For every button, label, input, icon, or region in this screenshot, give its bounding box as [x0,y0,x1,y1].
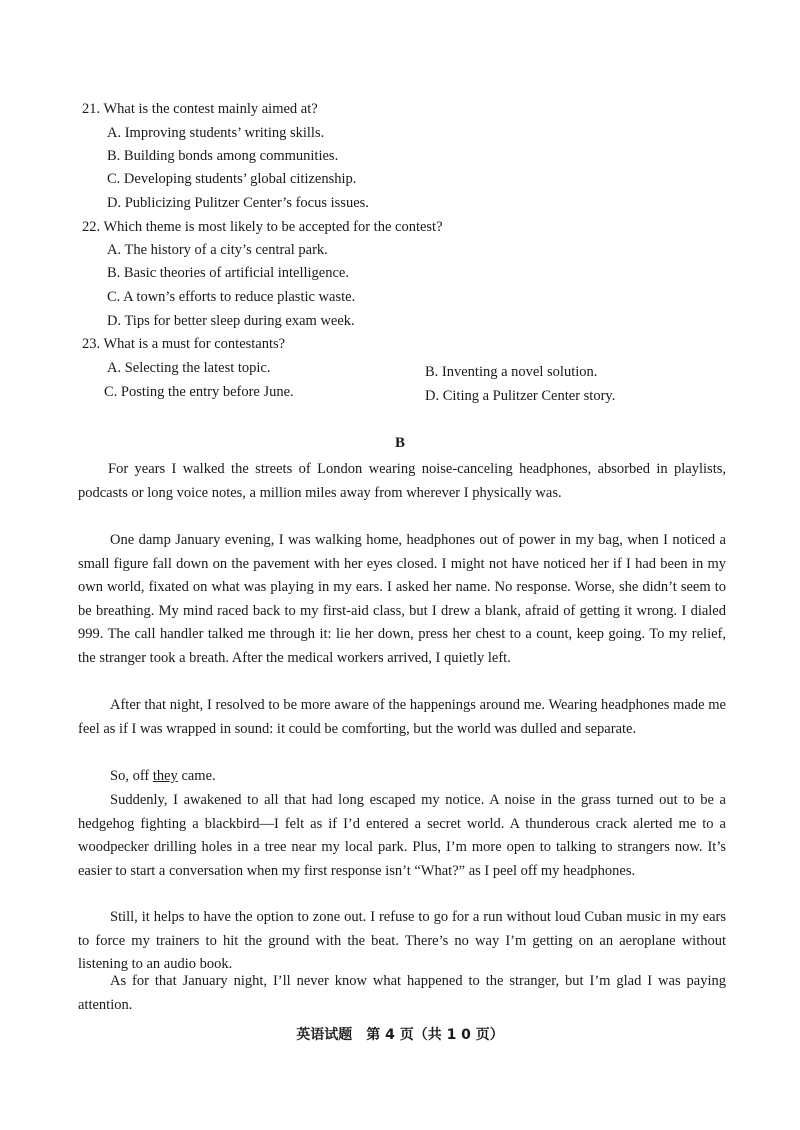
q23-option-b: B. Inventing a novel solution. [425,364,598,380]
q21-option-a: A. Improving students’ writing skills. [107,125,325,141]
passage-paragraph-5: Still, it helps to have the option to zone out. I refuse to go for a run without loud Cuban music in my ears to force my trainers to hit the ground with the beat. There’s no way I’m getting on an aeroplane without listening to an audio book. [78,909,726,972]
underlined-word-they: they [152,768,178,784]
q22-option-d: D. Tips for better sleep during exam week. [107,313,355,329]
passage-paragraph-4: Suddenly, I awakened to all that had long escaped my notice. A noise in the grass turned out to be a hedgehog fighting a blackbird—I felt as if I’d entered a secret world. A thunderous crack alerted me to a woodpecker drilling holes in a tree near my local park. Plus, I’m more open to talking to strangers now. It’s easier to start a conversation when my first response isn’t “What?” as I peel off my headphones. [78,792,726,879]
passage-paragraph-off-line [78,765,726,789]
q21-option-b: B. Building bonds among communities. [107,148,339,164]
q22-option-c: C. A town’s efforts to reduce plastic waste. [107,289,356,305]
off-line-after: came. [177,768,216,784]
q21-option-d: D. Publicizing Pulitzer Center’s focus issues. [107,195,369,211]
q23-option-d: D. Citing a Pulitzer Center story. [425,388,616,404]
q23-option-a: A. Selecting the latest topic. [107,360,271,376]
passage-paragraph-6: As for that January night, I’ll never know what happened to the stranger, but I’m glad I was paying attention. [78,973,726,1013]
q22-option-a: A. The history of a city’s central park. [107,242,328,258]
q23-option-c: C. Posting the entry before June. [104,384,294,400]
q21-option-c: C. Developing students’ global citizenship. [107,171,357,187]
question-22-stem: 22. Which theme is most likely to be accepted for the contest? [82,219,443,235]
off-line-before: So, off [110,768,153,784]
page-footer: 英语试题 第 4 页（共 1 0 页） [296,1027,504,1043]
passage-paragraph-1: For years I walked the streets of London wearing noise-canceling headphones, absorbed in playlists, podcasts or long voice notes, a million miles away from wherever I physically was. [78,461,726,501]
question-21-stem: 21. What is the contest mainly aimed at? [82,101,318,117]
passage-paragraph-3: After that night, I resolved to be more aware of the happenings around me. Wearing headphones made me feel as if I was wrapped in sound: it could be comforting, but the world was dulled and separate. [78,697,726,737]
question-23-stem: 23. What is a must for contestants? [82,336,286,352]
passage-paragraph-2: One damp January evening, I was walking home, headphones out of power in my bag, when I noticed a small figure fall down on the pavement with her eyes closed. I might not have noticed her if I had been in my own world, fixated on what was playing in my ears. I asked her name. No response. Worse, she didn’t seem to be breathing. My mind raced back to my first-aid class, but I drew a blank, afraid of getting it wrong. I dialed 999. The call handler talked me through it: lie her down, press her chest to a count, keep going. To my relief, the stranger took a breath. After the medical workers arrived, I quietly left. [78,532,726,666]
q22-option-b: B. Basic theories of artificial intelligence. [107,265,349,281]
section-label-b: B [394,435,405,451]
